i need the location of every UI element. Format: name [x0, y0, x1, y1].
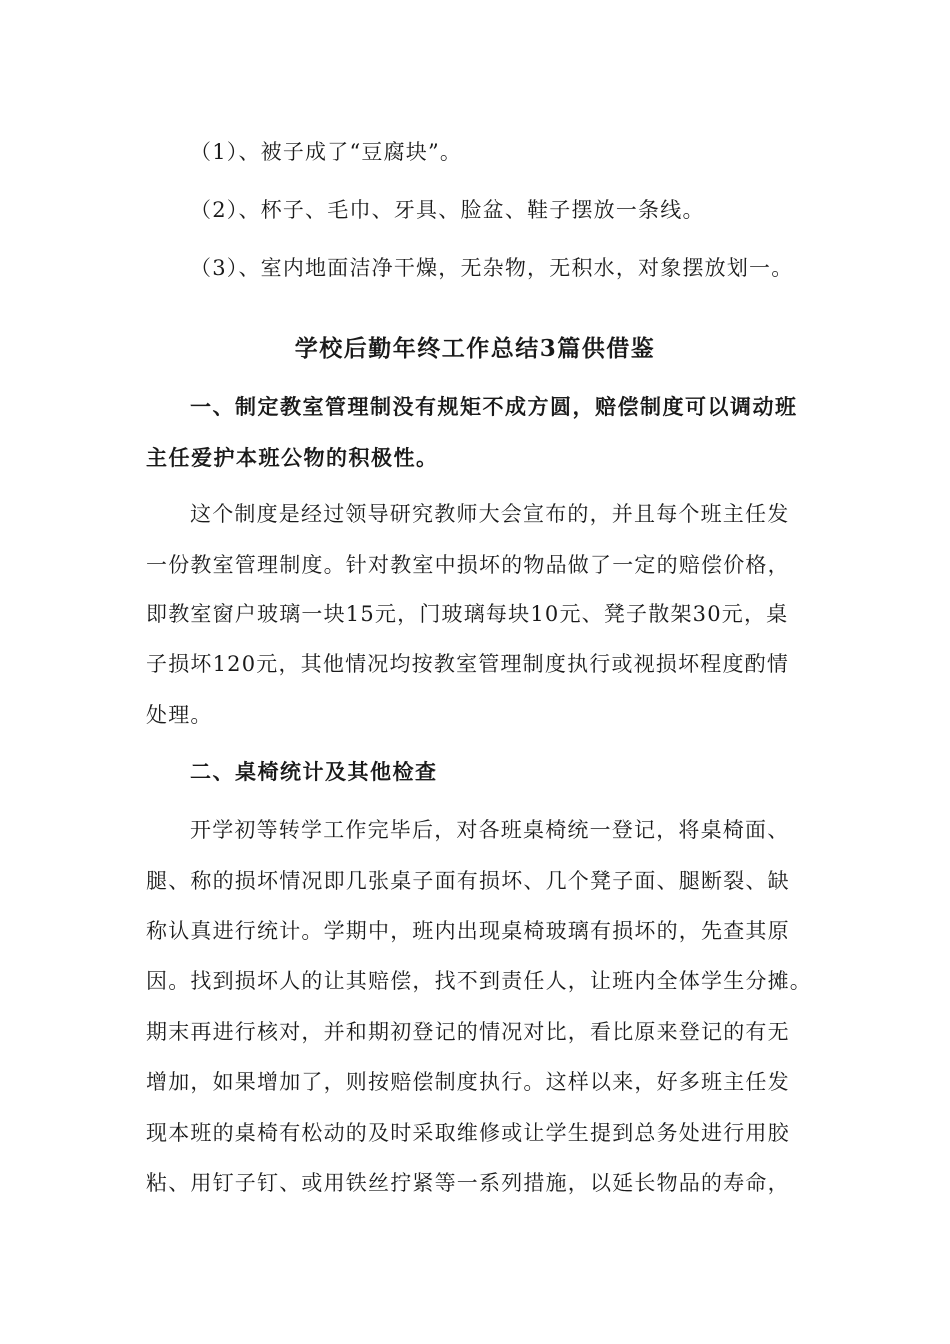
section-1-heading-line-1: 一、制定教室管理制没有规矩不成方圆，赔偿制度可以调动班 — [190, 394, 798, 419]
section-1-paragraph-line-4: 子损坏120元，其他情况均按教室管理制度执行或视损坏程度酌情 — [146, 652, 790, 676]
section-1-paragraph-line-5: 处理。 — [146, 703, 213, 727]
section-2-paragraph-line-2: 腿、称的损坏情况即几张桌子面有损坏、几个凳子面、腿断裂、缺 — [146, 869, 790, 893]
section-2-paragraph-line-3: 称认真进行统计。学期中，班内出现桌椅玻璃有损坏的，先查其原 — [146, 919, 790, 943]
section-2-paragraph-line-8: 粘、用钉子钉、或用铁丝拧紧等一系列措施，以延长物品的寿命， — [146, 1171, 790, 1195]
list-item-1: （1）、被子成了“豆腐块”。 — [190, 140, 463, 164]
section-2-paragraph-line-4: 因。找到损坏人的让其赔偿，找不到责任人，让班内全体学生分摊。 — [146, 969, 812, 993]
list-item-2: （2）、杯子、毛巾、牙具、脸盆、鞋子摆放一条线。 — [190, 198, 705, 222]
section-1-paragraph-line-3: 即教室窗户玻璃一块15元，门玻璃每块10元、凳子散架30元，桌 — [146, 602, 789, 626]
section-2-paragraph-line-7: 现本班的桌椅有松动的及时采取维修或让学生提到总务处进行用胶 — [146, 1121, 790, 1145]
section-2-paragraph-line-1: 开学初等转学工作完毕后，对各班桌椅统一登记，将桌椅面、 — [190, 818, 790, 842]
section-1-paragraph-line-1: 这个制度是经过领导研究教师大会宣布的，并且每个班主任发 — [190, 502, 790, 526]
section-2-paragraph-line-6: 增加，如果增加了，则按赔偿制度执行。这样以来，好多班主任发 — [146, 1070, 790, 1094]
section-1-heading-line-2: 主任爱护本班公物的积极性。 — [146, 445, 439, 470]
section-1-paragraph-line-2: 一份教室管理制度。针对教室中损坏的物品做了一定的赔偿价格， — [146, 553, 790, 577]
section-2-paragraph-line-5: 期末再进行核对，并和期初登记的情况对比，看比原来登记的有无 — [146, 1020, 790, 1044]
document-title: 学校后勤年终工作总结3篇供借鉴 — [294, 335, 656, 362]
section-2-heading: 二、桌椅统计及其他检查 — [190, 759, 438, 784]
list-item-3: （3）、室内地面洁净干燥，无杂物，无积水，对象摆放划一。 — [190, 256, 794, 280]
